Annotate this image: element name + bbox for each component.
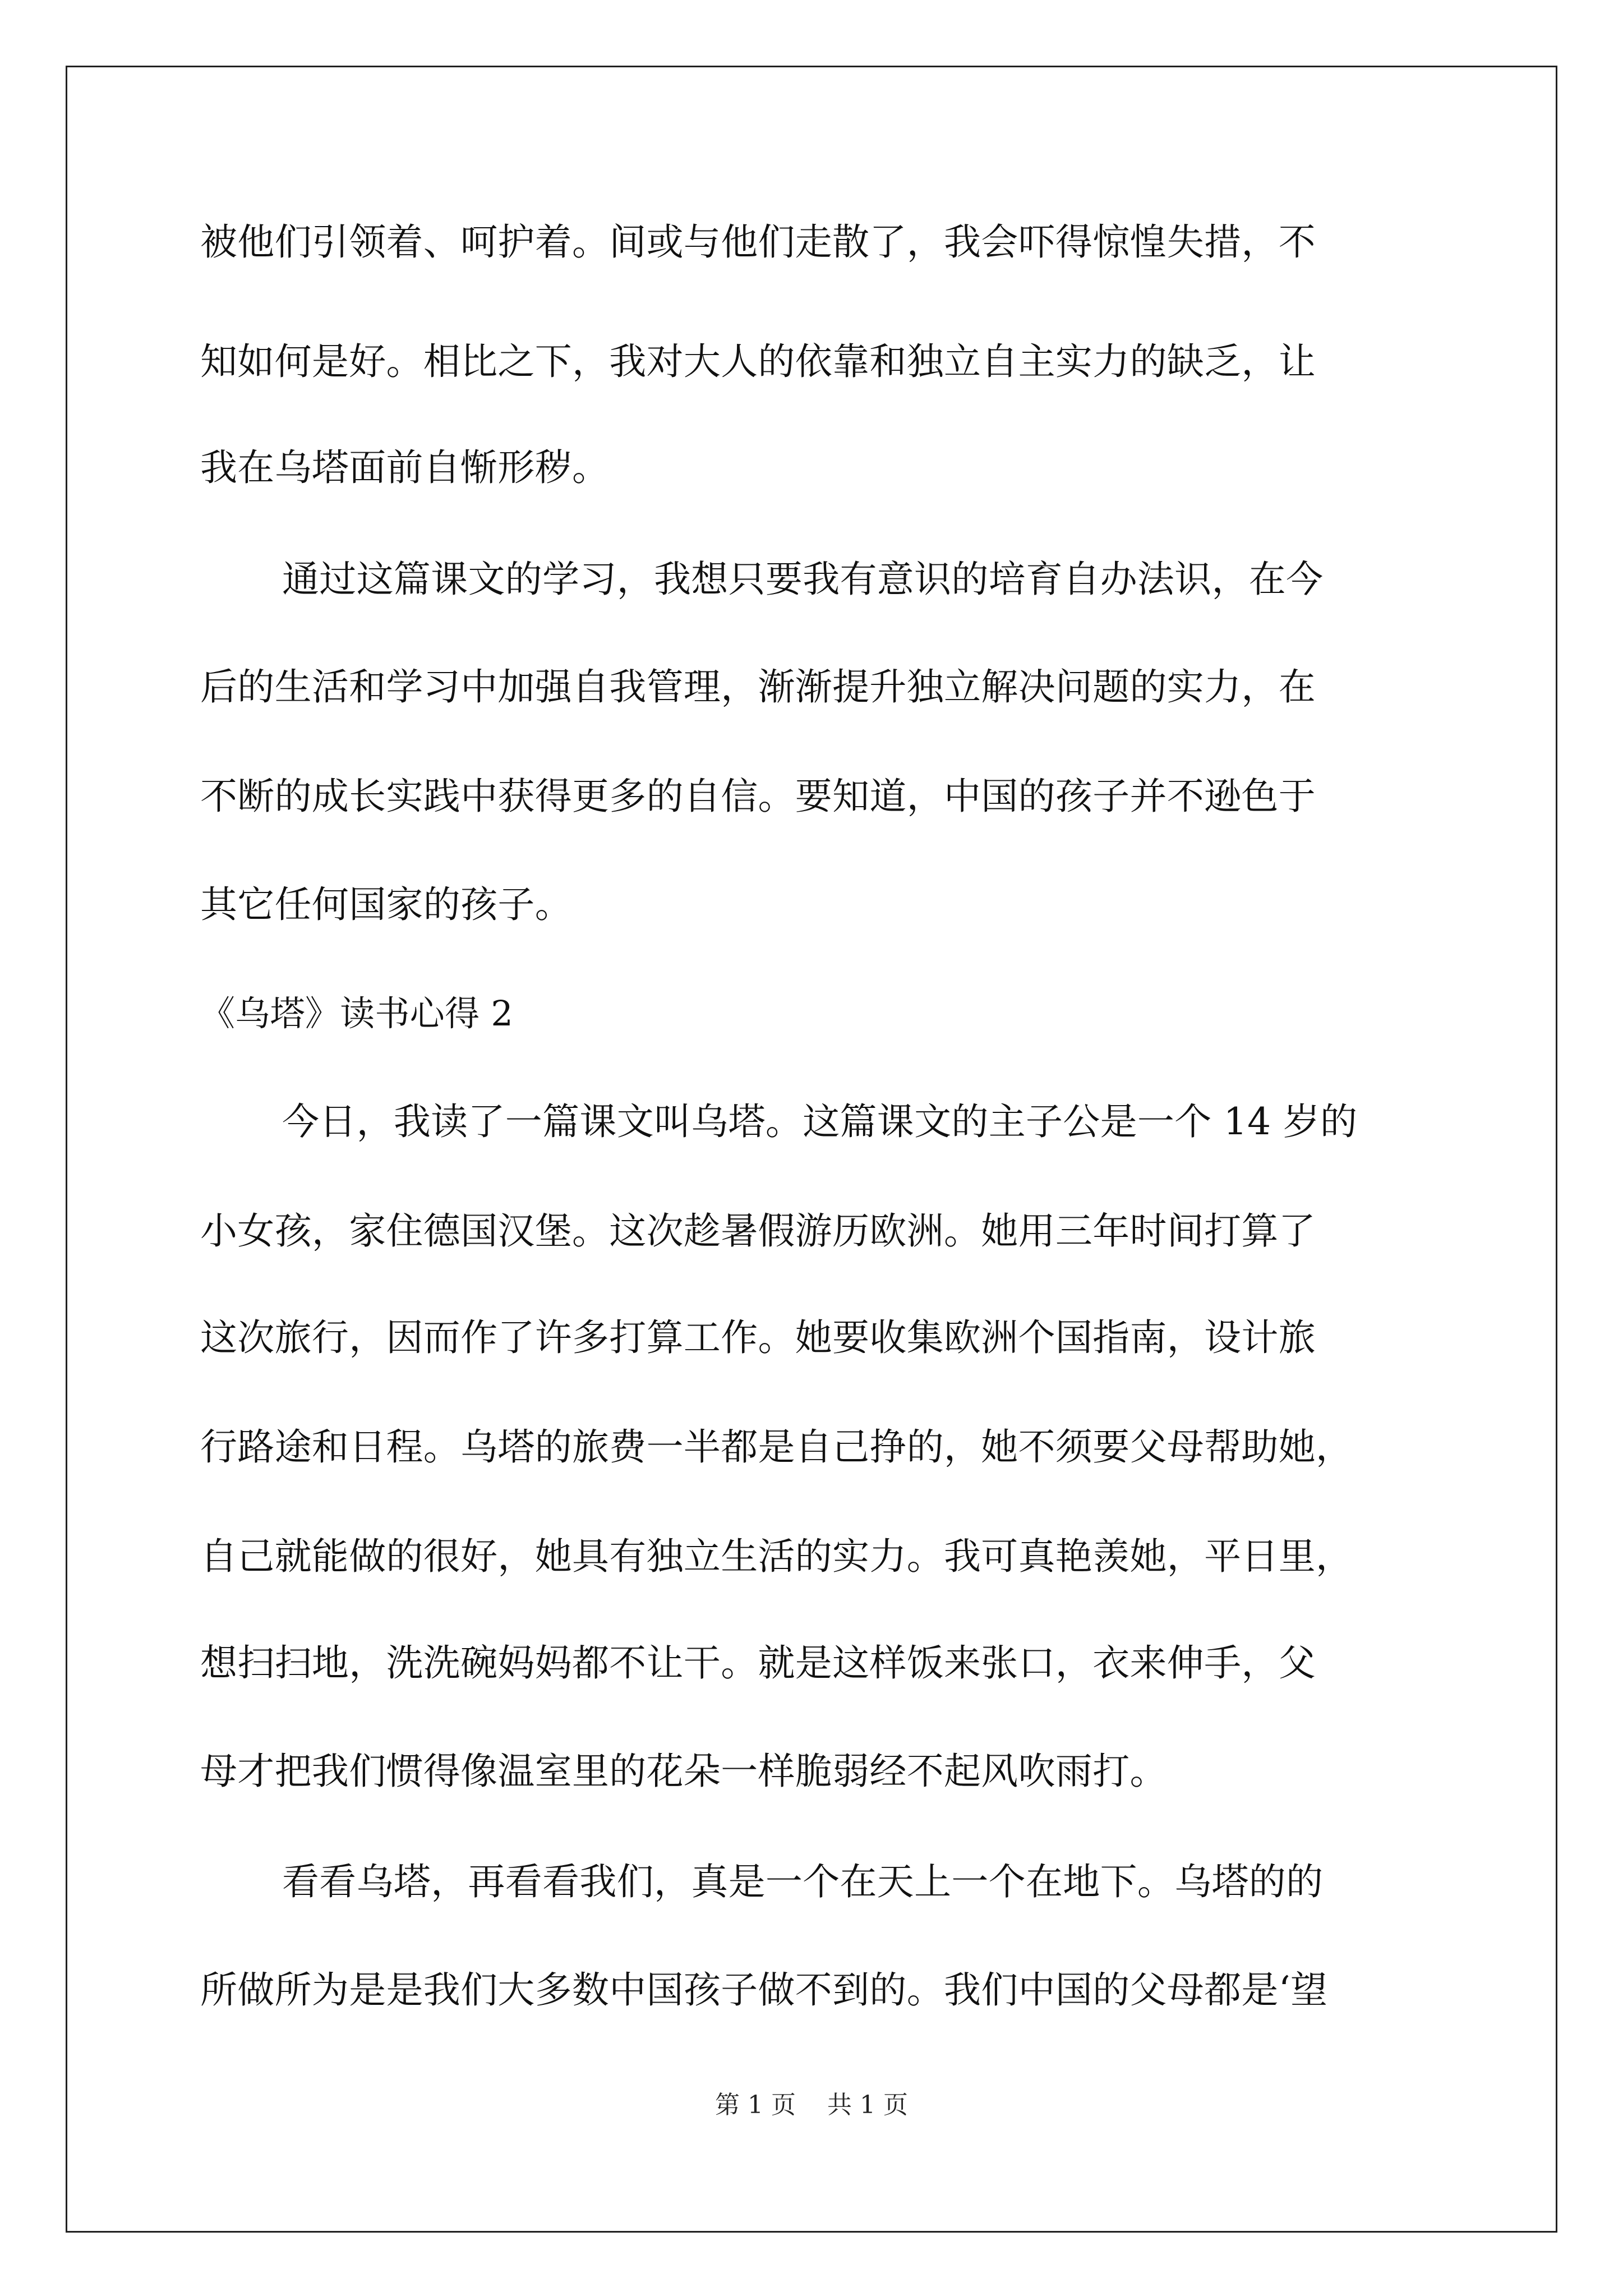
- section-heading: 《乌塔》读书心得 2: [200, 993, 514, 1034]
- paragraph-first-line: 今日，我读了一篇课文叫乌塔。这篇课文的主子公是一个 14 岁的: [282, 1100, 1358, 1143]
- text-line: 自己就能做的很好，她具有独立生活的实力。我可真艳羡她，平日里，: [200, 1535, 1353, 1578]
- text-line: 所做所为是是我们大多数中国孩子做不到的。我们中国的父母都是‘望: [200, 1968, 1328, 2012]
- paragraph-first-line: 通过这篇课文的学习，我想只要我有意识的培育自办法识，在今: [282, 558, 1324, 601]
- page-footer: [0, 2090, 1623, 2121]
- paragraph-first-line: 看看乌塔，再看看我们，真是一个在天上一个在地下。乌塔的的: [282, 1860, 1324, 1903]
- page-border: [66, 66, 1557, 2233]
- text-line: 行路途和日程。乌塔的旅费一半都是自己挣的，她不须要父母帮助她，: [200, 1425, 1353, 1469]
- text-line: 不断的成长实践中获得更多的自信。要知道，中国的孩子并不逊色于: [200, 775, 1316, 818]
- text-line: 这次旅行，因而作了许多打算工作。她要收集欧洲个国指南，设计旅: [200, 1316, 1316, 1359]
- text-line: 其它任何国家的孩子。: [200, 883, 572, 926]
- text-line: 后的生活和学习中加强自我管理，渐渐提升独立解决问题的实力，在: [200, 665, 1316, 708]
- text-line: 想扫扫地，洗洗碗妈妈都不让干。就是这样饭来张口，衣来伸手，父: [200, 1641, 1316, 1685]
- page-number: 第 1 页: [715, 2091, 796, 2119]
- text-line: 小女孩，家住德国汉堡。这次趁暑假游历欧洲。她用三年时间打算了: [200, 1209, 1316, 1253]
- text-line: 母才把我们惯得像温室里的花朵一样脆弱经不起风吹雨打。: [200, 1750, 1167, 1793]
- text-line: 知如何是好。相比之下，我对大人的依靠和独立自主实力的缺乏，让: [200, 340, 1316, 383]
- page-total: 共 1 页: [827, 2091, 908, 2119]
- text-line: 我在乌塔面前自惭形秽。: [200, 446, 610, 489]
- text-line: 被他们引领着、呵护着。间或与他们走散了，我会吓得惊惶失措，不: [200, 220, 1316, 264]
